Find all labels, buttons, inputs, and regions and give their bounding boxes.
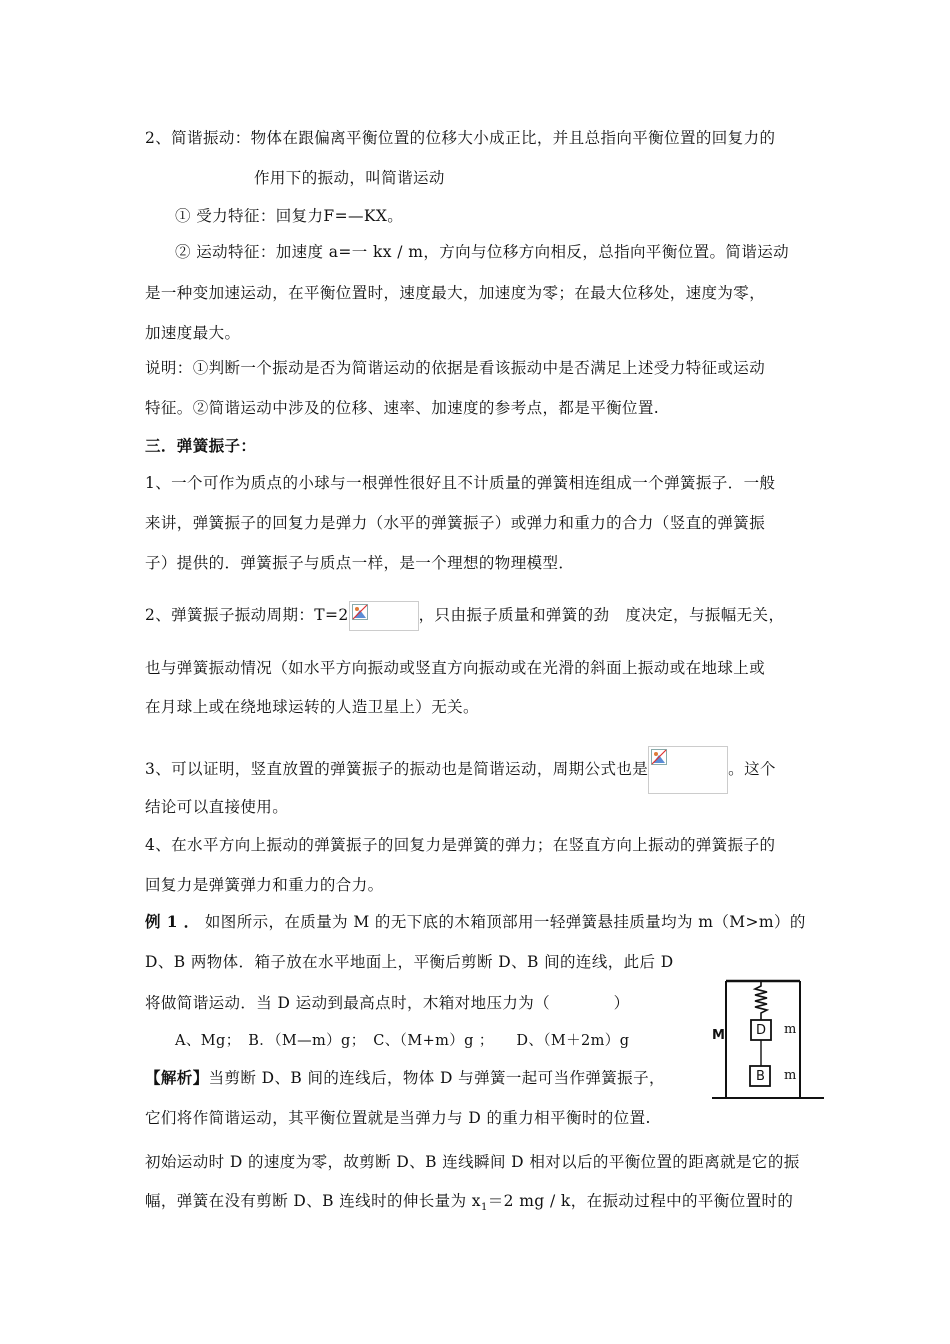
section2-item2-line2: 是一种变加速运动，在平衡位置时，速度最大，加速度为零；在最大位移处，速度为零， bbox=[145, 284, 766, 302]
section2-line1: 2、简谐振动：物体在跟偏离平衡位置的位移大小成正比，并且总指向平衡位置的回复力的 bbox=[145, 129, 776, 147]
section2-item2-line3: 加速度最大。 bbox=[145, 324, 241, 342]
section3-p3-line1 bbox=[145, 746, 776, 794]
note-line2: 特征。②简谐运动中涉及的位移、速率、加速度的参考点，都是平衡位置. bbox=[145, 399, 660, 417]
section2-item1: ① 受力特征：回复力F=—KX。 bbox=[175, 207, 404, 225]
block-b-label: B bbox=[756, 1069, 765, 1084]
analysis-line3: 初始运动时 D 的速度为零，故剪断 D、B 连线瞬间 D 相对以后的平衡位置的距离就是它的振 bbox=[145, 1153, 800, 1171]
section3-p3-line2: 结论可以直接使用。 bbox=[145, 798, 289, 816]
analysis-line2: 它们将作简谐运动，其平衡位置就是当弹力与 D 的重力相平衡时的位置. bbox=[145, 1109, 651, 1127]
section3-p2-prefix: 2、弹簧振子振动周期：T=2 bbox=[145, 606, 349, 624]
example-line1 bbox=[145, 912, 806, 932]
section3-heading: 三．弹簧振子： bbox=[145, 437, 257, 455]
example-line1-rest: 如图所示，在质量为 M 的无下底的木箱顶部用一轻弹簧悬挂质量均为 m（M>m）的 bbox=[199, 913, 806, 931]
section3-p2-line1 bbox=[145, 601, 784, 631]
section3-p1-line2: 来讲，弹簧振子的回复力是弹力（水平的弹簧振子）或弹力和重力的合力（竖直的弹簧振 bbox=[145, 514, 766, 532]
section3-p2-line3: 在月球上或在绕地球运转的人造卫星上）无关。 bbox=[145, 698, 479, 716]
analysis-line4-suffix: ＝2 mg / k，在振动过程中的平衡位置时的 bbox=[487, 1192, 794, 1210]
broken-image-icon bbox=[352, 604, 368, 620]
section3-p4-line2: 回复力是弹簧弹力和重力的合力。 bbox=[145, 876, 384, 894]
box-mass-label: M bbox=[712, 1028, 725, 1043]
analysis-line4 bbox=[145, 1191, 793, 1218]
analysis-line1-rest: 当剪断 D、B 间的连线后，物体 D 与弹簧一起可当作弹簧振子， bbox=[208, 1069, 665, 1087]
section3-p3-suffix: 。这个 bbox=[728, 760, 776, 778]
note-line1: 说明：①判断一个振动是否为简谐运动的依据是看该振动中是否满足上述受力特征或运动 bbox=[145, 359, 766, 377]
example-label: 例 1 ． bbox=[145, 912, 200, 931]
section3-p2-suffix: ，只由振子质量和弹簧的劲 度决定，与振幅无关， bbox=[418, 606, 785, 624]
block-b-mass-label: m bbox=[784, 1068, 797, 1083]
section2-line2: 作用下的振动，叫简谐运动 bbox=[254, 169, 445, 187]
example-line3: 将做简谐运动．当 D 运动到最高点时，木箱对地压力为（ ） bbox=[145, 994, 630, 1012]
spring bbox=[755, 981, 767, 1020]
analysis-line1 bbox=[145, 1068, 665, 1088]
example-line2: D、B 两物体．箱子放在水平地面上，平衡后剪断 D、B 间的连线，此后 D bbox=[145, 953, 674, 971]
section2-item2-line1: ② 运动特征：加速度 a=一 kx / m，方向与位移方向相反，总指向平衡位置。简谐运动 bbox=[175, 243, 790, 261]
example-options: A、Mg； B．（M—m）g； C、（M+m）g ； D、（M＋2m）g bbox=[175, 1033, 630, 1049]
section3-p3-prefix: 3、可以证明，竖直放置的弹簧振子的振动也是简谐运动，周期公式也是 bbox=[145, 760, 649, 778]
analysis-line4-prefix: 幅，弹簧在没有剪断 D、B 连线时的伸长量为 x bbox=[145, 1192, 481, 1210]
analysis-line4-subscript: 1 bbox=[480, 1202, 488, 1214]
section3-p2-line2: 也与弹簧振动情况（如水平方向振动或竖直方向振动或在光滑的斜面上振动或在地球上或 bbox=[145, 659, 766, 677]
section3-p1-line3: 子）提供的．弹簧振子与质点一样，是一个理想的物理模型． bbox=[145, 554, 575, 572]
vertical-period-formula-image bbox=[648, 746, 728, 794]
analysis-label: 【解析】 bbox=[145, 1068, 209, 1087]
period-formula-image bbox=[349, 601, 419, 631]
block-d-mass-label: m bbox=[784, 1022, 797, 1037]
section3-p4-line1: 4、在水平方向上振动的弹簧振子的回复力是弹簧的弹力；在竖直方向上振动的弹簧振子的 bbox=[145, 836, 776, 854]
section3-p1-line1: 1、一个可作为质点的小球与一根弹性很好且不计质量的弹簧相连组成一个弹簧振子．一般 bbox=[145, 474, 776, 492]
figure-drawing bbox=[712, 978, 824, 1108]
broken-image-icon bbox=[651, 749, 667, 765]
block-d-label: D bbox=[756, 1023, 767, 1038]
spring-box-figure bbox=[712, 978, 824, 1108]
